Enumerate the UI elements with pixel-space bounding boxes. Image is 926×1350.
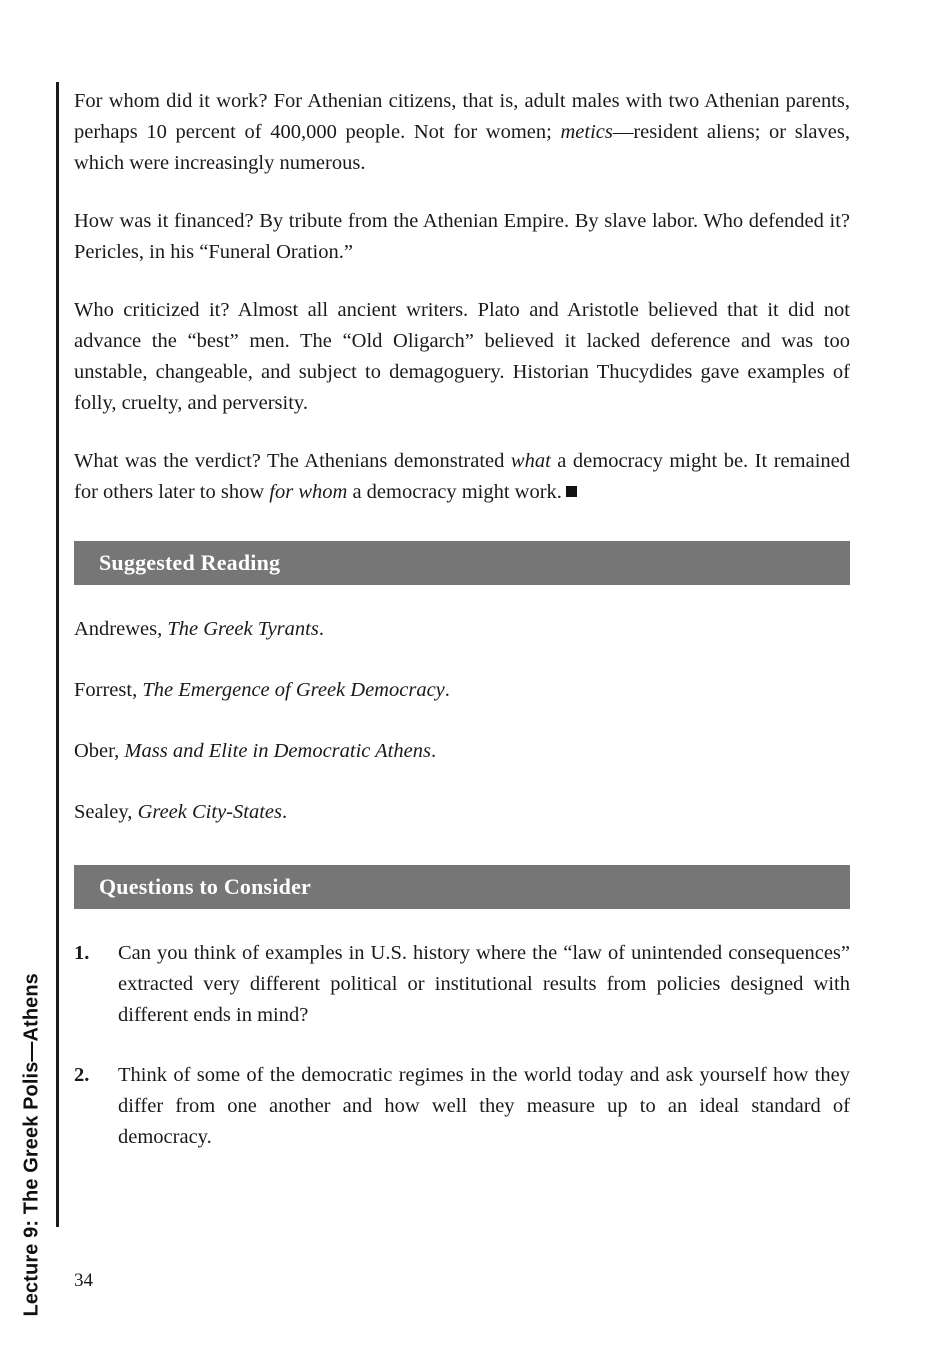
reading-title: Greek City-States [137,801,282,823]
reading-terminator: . [281,801,288,823]
reading-list-item [74,797,850,828]
page-number: 34 [74,1270,93,1291]
question-list-item [74,1060,850,1153]
reading-title: Mass and Elite in Democratic Athens [124,740,431,762]
section-header-suggested-reading: Suggested Reading [74,541,850,585]
reading-terminator: . [318,618,324,640]
emphasis-text: metics [560,121,613,143]
emphasis-text: what [510,450,551,472]
body-text: a democracy might be. It remained for others later to show [74,450,850,503]
question-text: Can you think of examples in U.S. history where the “law of unintended consequences” extracted very different political or institutional results from policies designed with different ends in mind? [118,942,850,1026]
reading-author: Andrewes, [74,618,168,640]
reading-terminator: . [430,740,437,762]
reading-author: Ober, [74,740,125,762]
reading-author: Sealey, [74,801,138,823]
reading-list-item [74,736,850,767]
reading-list-item [74,675,850,706]
question-text: Think of some of the democratic regimes in the world today and ask yourself how they differ from one another and how well they measure up to an ideal standard of democracy. [118,1064,850,1148]
body-paragraph-for-whom [74,86,850,179]
body-paragraph-financed [74,206,850,268]
end-of-section-square-icon [566,486,577,497]
left-margin-rule [56,82,59,1227]
questions-list [74,938,850,1153]
body-paragraph-verdict [74,446,850,508]
reading-terminator: . [444,679,450,701]
body-text: —resident aliens; or slaves, which were increasingly numerous. [74,121,850,174]
body-text: What was the verdict? The Athenians demonstrated [74,450,511,472]
question-number: 1. [74,942,90,964]
page-content-column [74,86,850,1153]
body-text: Who criticized it? Almost all ancient writers. Plato and Aristotle believed that it did not advance the “best” men. The “Old Oligarch” believed it lacked deference and was too unstable, changeable, and subject to demagoguery. Historian Thucydides gave examples of folly, cruelty, and perversity. [74,299,850,414]
body-paragraphs [74,86,850,508]
emphasis-text: for whom [269,481,348,503]
running-head-lecture-title: Lecture 9: The Greek Polis—Athens [20,973,43,1317]
body-paragraph-criticized [74,295,850,419]
reading-list-item [74,614,850,645]
question-list-item [74,938,850,1031]
reading-author: Forrest, [74,679,143,701]
question-number: 2. [74,1064,90,1086]
section-header-questions-to-consider: Questions to Consider [74,865,850,909]
reading-title: The Emergence of Greek Democracy [142,679,445,701]
body-text: How was it financed? By tribute from the Athenian Empire. By slave labor. Who defended it? Pericles, in his “Funeral Oration.” [74,210,850,263]
suggested-reading-list [74,614,850,828]
body-text: For whom did it work? For Athenian citizens, that is, adult males with two Athenian parents, perhaps 10 percent of 400,000 people. Not for women; [74,90,850,143]
body-text: a democracy might work. [347,481,562,503]
reading-title: The Greek Tyrants [167,618,319,640]
